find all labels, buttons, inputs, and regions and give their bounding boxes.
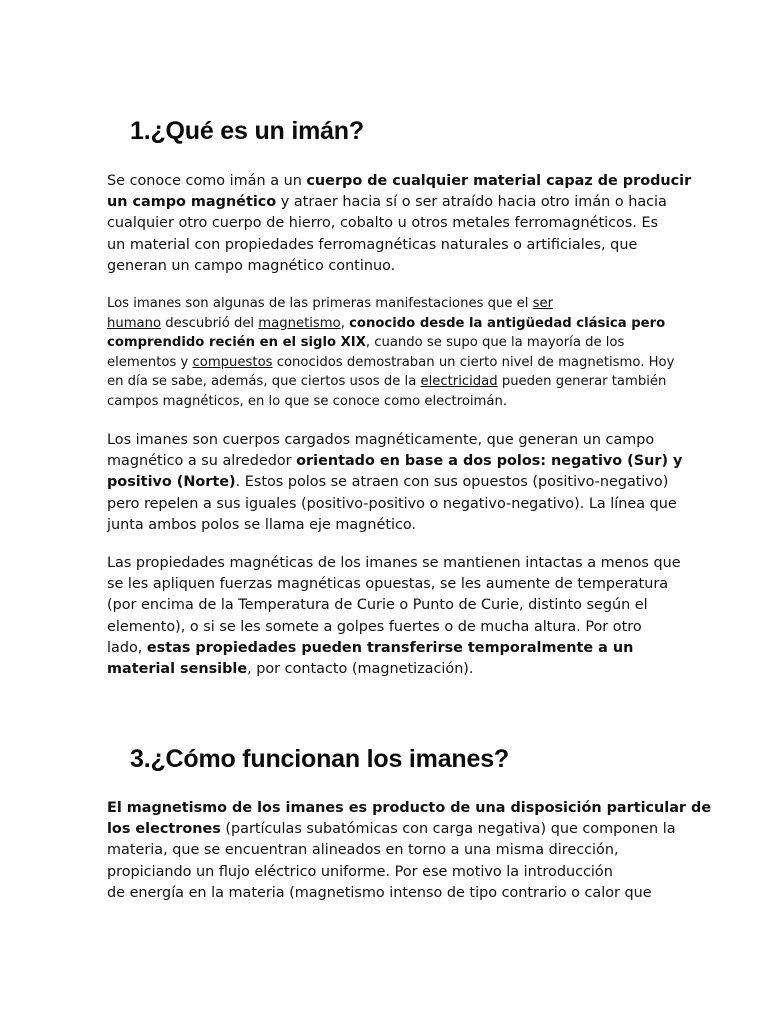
text-line [107,372,667,392]
text-line [107,659,667,680]
bold-text: un campo magnético [107,194,277,211]
text-span: (partículas subatómicas con carga negativa) que componen la [220,821,676,838]
text-span: , cuando se supo que la mayoría de los [365,335,625,350]
paragraph-funcionamiento [107,798,712,904]
text-line [107,314,667,334]
text-line [107,294,667,314]
text-span: , por contacto (magnetización). [247,661,474,678]
bold-text: cuerpo de cualquier material capaz de producir [306,173,692,189]
paragraph-propiedades [107,553,681,680]
paragraph-polos [107,430,683,536]
link-electricidad[interactable]: electricidad [420,374,498,389]
text-span: en día se sabe, además, que ciertos usos de la [107,374,421,389]
bold-text: conocido desde la antigüedad clásica pero [349,315,666,331]
link-ser-humano[interactable]: ser [532,296,554,311]
link-compuestos[interactable]: compuestos [192,354,273,370]
paragraph-definicion [107,171,692,277]
text-line: cualquier otro cuerpo de hierro, cobalto u otros metales ferromagnéticos. Es [107,215,659,232]
text-line [107,192,667,213]
text-line [107,798,712,819]
text-span: lado, [107,639,147,656]
text-line: junta ambos polos se llama eje magnético. [107,516,416,533]
bold-text: orientado en base a dos polos: negativo (Sur) y [296,453,683,470]
text-span: Los imanes son algunas de las primeras manifestaciones que el [107,296,533,311]
bold-text: los electrones [107,821,221,838]
text-span: magnético a su alrededor [107,453,297,470]
text-span: pueden generar también [497,374,667,389]
link-magnetismo[interactable]: magnetismo [258,315,341,331]
text-span: descubrió del [161,315,259,331]
text-line [107,333,667,353]
text-line: (por encima de la Temperatura de Curie o Punto de Curie, distinto según el [107,597,648,614]
text-line: propiciando un flujo eléctrico uniforme. Por ese motivo la introducción [107,863,613,880]
text-span: . Estos polos se atraen con sus opuestos (positivo-negativo) [235,474,669,491]
bold-text: material sensible [107,661,248,678]
heading-que-es-un-iman: 1.¿Qué es un imán? [130,117,364,145]
text-line [107,353,675,373]
paragraph-historia [107,294,675,411]
text-line: Las propiedades magnéticas de los imanes se mantienen intactas a menos que [107,555,681,571]
text-span: y atraer hacia sí o ser atraído hacia otro imán o hacia [276,194,667,211]
text-line [107,638,667,659]
text-span: , [340,315,350,331]
text-line [107,472,667,493]
text-span: conocidos demostraban un cierto nivel de magnetismo. Hoy [272,354,675,370]
bold-text: El magnetismo de los imanes es producto de una disposición particular de [107,800,712,816]
text-line: generan un campo magnético continuo. [107,257,396,274]
text-line: se les apliquen fuerzas magnéticas opuestas, se les aumente de temperatura [107,576,669,593]
text-line: materia, que se encuentran alineados en torno a una misma dirección, [107,842,619,859]
heading-como-funcionan: 3.¿Cómo funcionan los imanes? [130,745,509,773]
text-line: un material con propiedades ferromagnéticas naturales o artificiales, que [107,236,638,253]
text-line: elemento), o si se les somete a golpes fuertes o de mucha altura. Por otro [107,618,642,635]
text-line [107,171,692,192]
link-ser-humano-cont[interactable]: humano [107,315,162,331]
text-line [107,451,683,472]
text-line: Los imanes son cuerpos cargados magnéticamente, que generan un campo [107,432,655,448]
bold-text: comprendido recién en el siglo XIX [107,335,366,350]
text-line [107,819,676,840]
text-line: campos magnéticos, en lo que se conoce como electroimán. [107,393,508,409]
text-line: de energía en la materia (magnetismo intenso de tipo contrario o calor que [107,884,652,901]
text-span: elementos y [107,354,193,370]
bold-text: positivo (Norte) [107,474,236,491]
text-span: Se conoce como imán a un [107,173,307,189]
text-line: pero repelen a sus iguales (positivo-positivo o negativo-negativo). La línea que [107,495,677,512]
bold-text: estas propiedades pueden transferirse temporalmente a un [146,639,634,656]
